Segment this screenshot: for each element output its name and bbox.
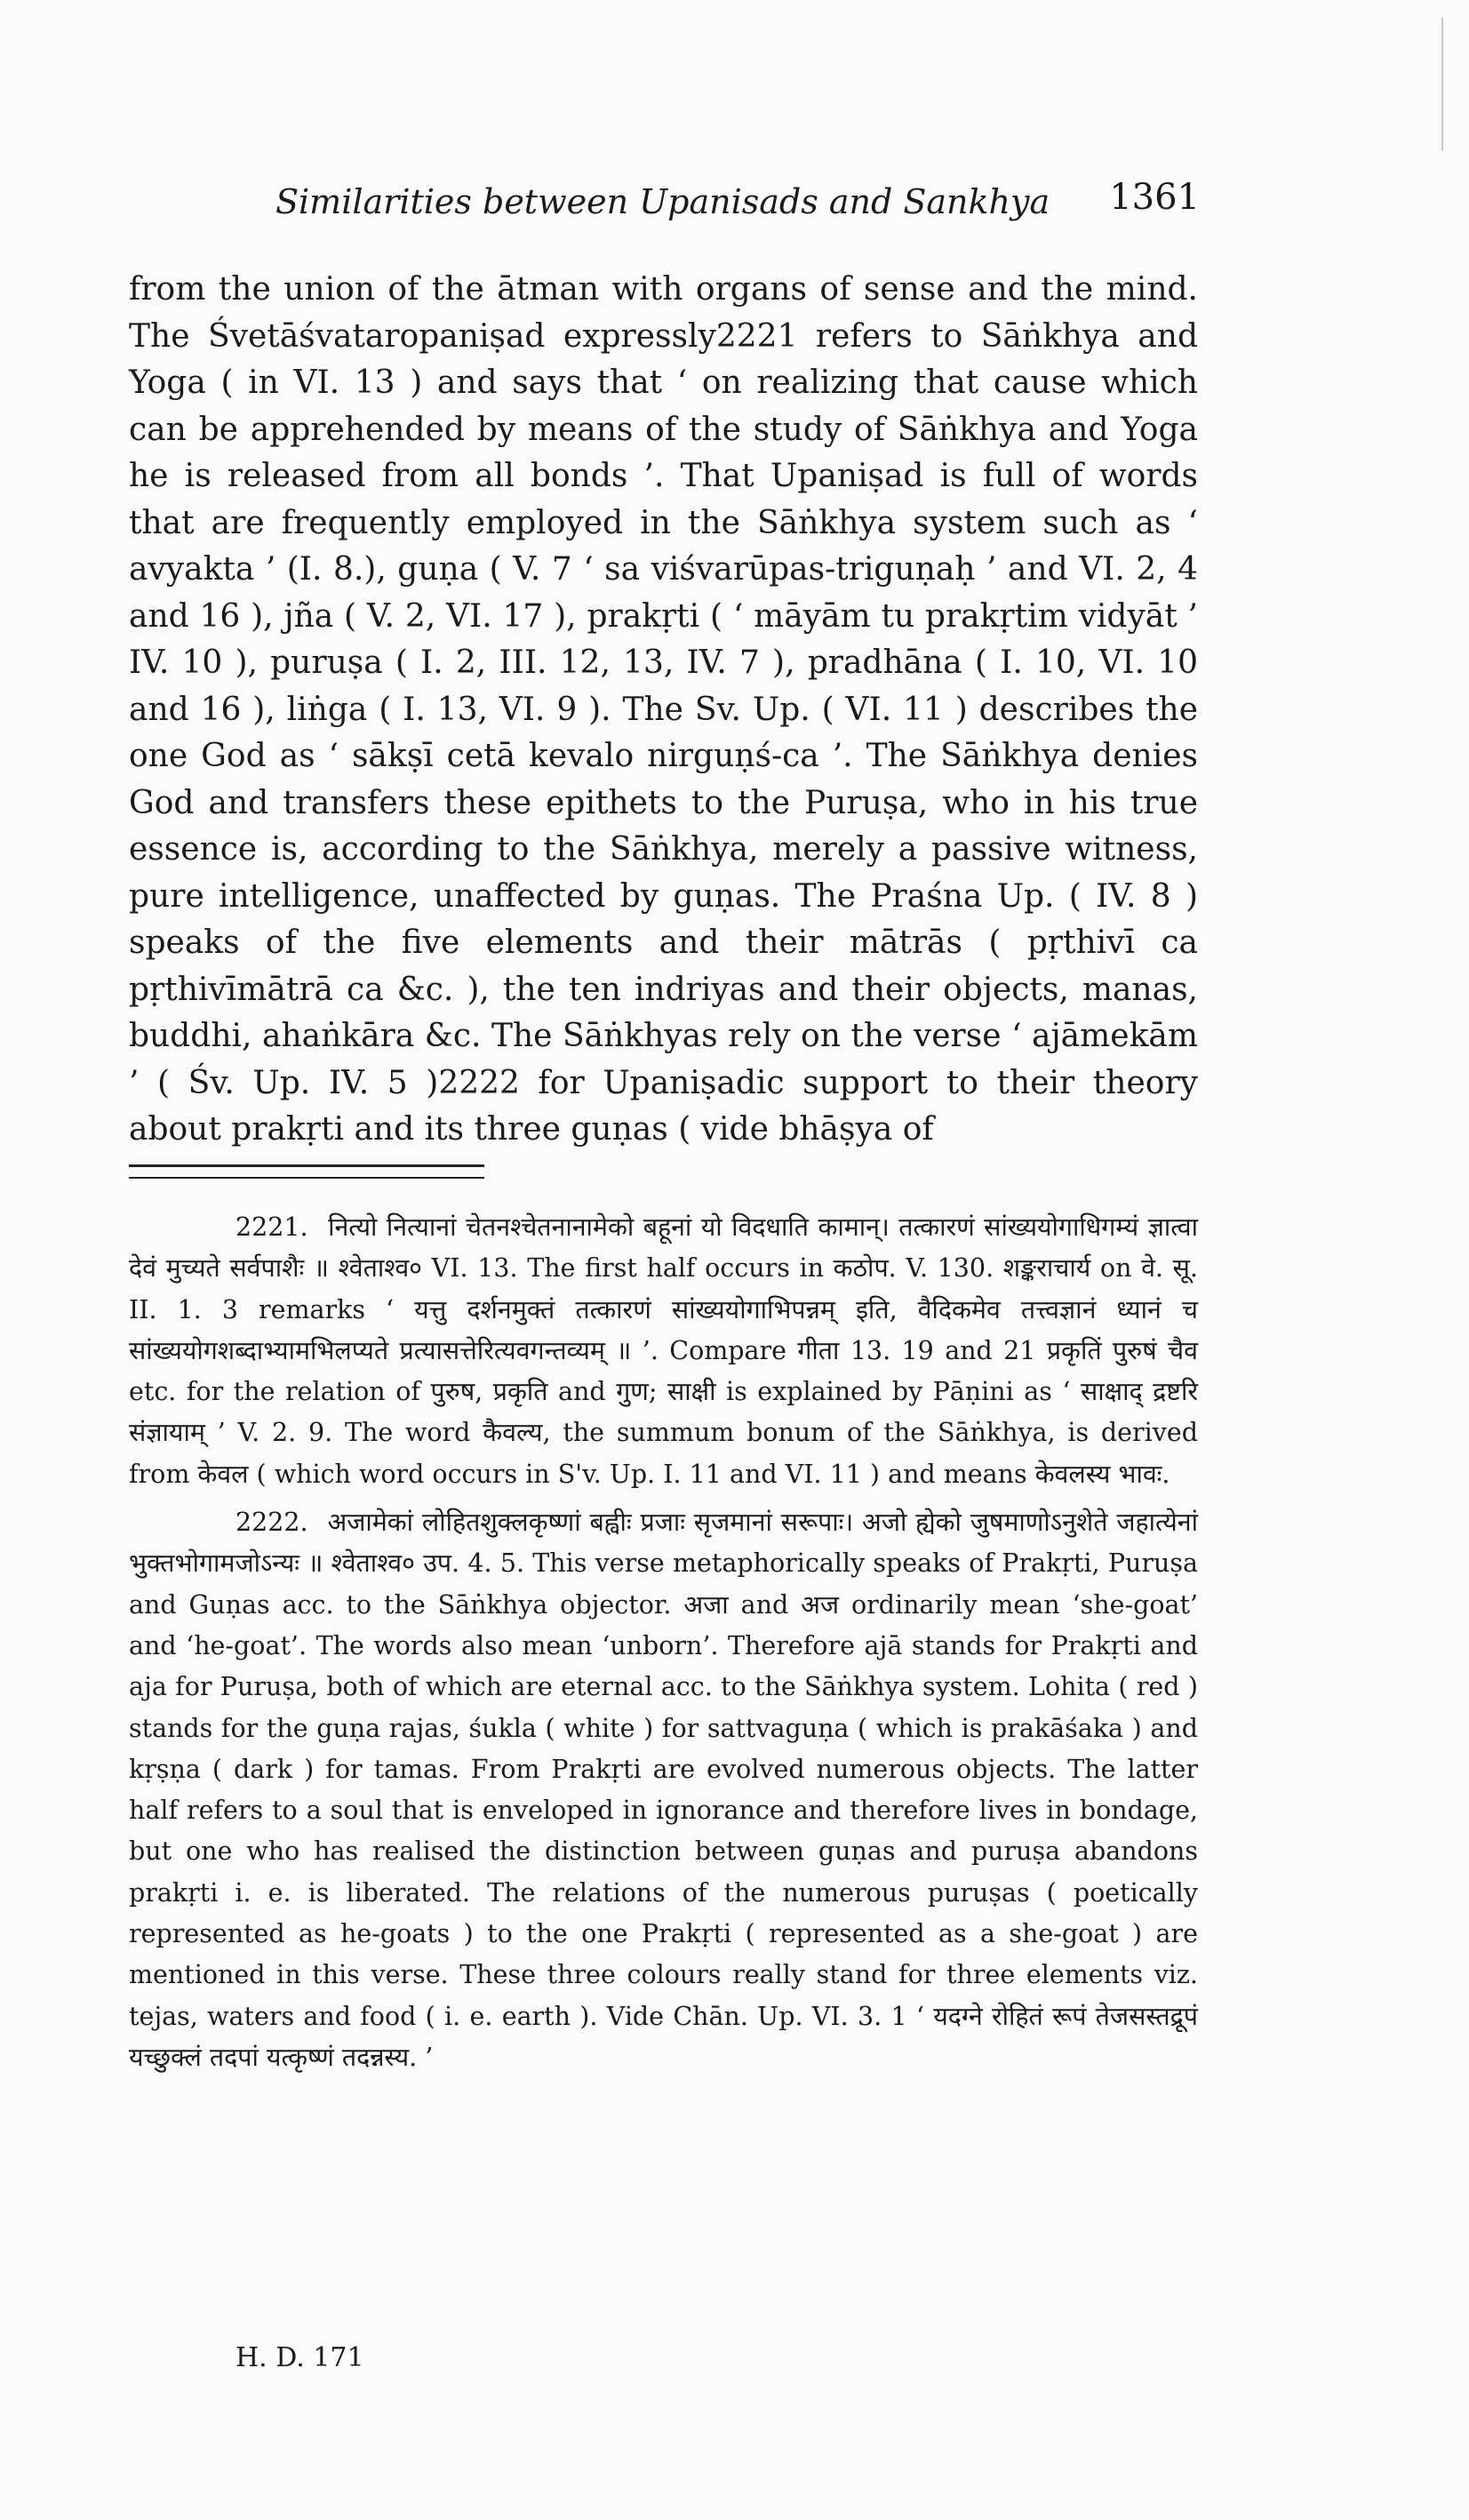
footnote-separator-rule-thin <box>129 1177 484 1179</box>
footnote-2221 <box>129 1207 1198 1495</box>
page-number: 1361 <box>1109 177 1200 218</box>
footnote-text: अजामेकां लोहितशुक्लकृष्णां बह्वीः प्रजाः सृजमानां सरूपाः। अजो ह्येको जुषमाणोऽनुशेते जहात्येनां भुक्तभोगामजोऽन्यः ॥ श्वेताश्व० उप. 4. 5. This verse metaphorically speaks of Prakṛti, Puruṣa and Guṇas acc. to the Sāṅkhya objector. अजा and अज ordinarily mean ‘she-goat’ and ‘he-goat’. The words also mean ‘unborn’. Therefore ajā stands for Prakṛti and aja for Puruṣa, both of which are eternal acc. to the Sāṅkhya system. Lohita ( red ) stands for the guṇa rajas, śukla ( white ) for sattvaguṇa ( which is prakāśaka ) and kṛṣṇa ( dark ) for tamas. From Prakṛti are evolved numerous objects. The latter half refers to a soul that is enveloped in ignorance and therefore lives in bondage, but one who has realised the distinction between guṇas and puruṣa abandons prakṛti i. e. is liberated. The relations of the numerous puruṣas ( poetically represented as he-goats ) to the one Prakṛti ( represented as a she-goat ) are mentioned in this verse. These three colours really stand for three elements viz. tejas, waters and food ( i. e. earth ). Vide Chān. Up. VI. 3. 1 ‘ यदग्ने रोहितं रूपं तेजसस्तद्रूपं यच्छुक्लं तदपां यत्कृष्णं तदन्नस्य. ’ <box>129 1508 1199 2072</box>
main-paragraph: from the union of the ātman with organs of sense and the mind. The Śvetāśvataropaniṣad expressly2221 refers to Sāṅkhya and Yoga ( in VI. 13 ) and says that ‘ on realizing that cause which can be apprehended by means of the study of Sāṅkhya and Yoga he is released from all bonds ’. That Upaniṣad is full of words that are frequently employed in the Sāṅkhya system such as ‘ avyakta ’ (I. 8.), guṇa ( V. 7 ‘ sa viśvarūpas-triguṇaḥ ’ and VI. 2, 4 and 16 ), jña ( V. 2, VI. 17 ), prakṛti ( ‘ māyām tu prakṛtim vidyāt ’ IV. 10 ), puruṣa ( I. 2, III. 12, 13, IV. 7 ), pradhāna ( I. 10, VI. 10 and 16 ), liṅga ( I. 13, VI. 9 ). The Sv. Up. ( VI. 11 ) describes the one God as ‘ sākṣī cetā kevalo nirguṇś-ca ’. The Sāṅkhya denies God and transfers these epithets to the Puruṣa, who in his true essence is, according to the Sāṅkhya, merely a passive witness, pure intelligence, unaffected by guṇas. The Praśna Up. ( IV. 8 ) speaks of the five elements and their mātrās ( pṛthivī ca pṛthivīmātrā ca &c. ), the ten indriyas and their objects, manas, buddhi, ahaṅkāra &c. The Sāṅkhyas rely on the verse ‘ ajāmekām ’ ( Śv. Up. IV. 5 )2222 for Upaniṣadic support to their theory about prakṛti and its three guṇas ( vide bhāṣya of <box>129 271 1198 1148</box>
footnote-number: 2221. <box>236 1212 308 1242</box>
running-head <box>275 177 1200 236</box>
footnotes-block <box>129 1207 1198 2085</box>
footnote-number: 2222. <box>236 1508 308 1538</box>
main-text-block <box>129 267 1198 1154</box>
running-head-title: Similarities between Upanisads and Sankhya <box>275 182 1050 221</box>
printer-signature-mark: H. D. 171 <box>236 2342 364 2373</box>
footnote-2222 <box>129 1502 1198 2078</box>
footnote-separator-rule <box>129 1164 484 1167</box>
footnote-text: नित्यो नित्यानां चेतनश्चेतनानामेको बहूनां यो विदधाति कामान्। तत्कारणं सांख्ययोगाधिगम्यं ज्ञात्वा देवं मुच्यते सर्वपाशैः ॥ श्वेताश्व० VI. 13. The first half occurs in कठोप. V. 130. शङ्कराचार्य on वे. सू. II. 1. 3 remarks ‘ यत्तु दर्शनमुक्तं तत्कारणं सांख्ययोगाभिपन्नम् इति, वैदिकमेव तत्त्वज्ञानं ध्यानं च सांख्ययोगशब्दाभ्यामभिलप्यते प्रत्यासत्तेरित्यवगन्तव्यम् ॥ ’. Compare गीता 13. 19 and 21 प्रकृतिं पुरुषं चैव etc. for the relation of पुरुष, प्रकृति and गुण; साक्षी is explained by Pāṇini as ‘ साक्षाद् द्रष्टरि संज्ञायाम् ’ V. 2. 9. The word कैवल्य, the summum bonum of the Sāṅkhya, is derived from केवल ( which word occurs in S'v. Up. I. 11 and VI. 11 ) and means केवलस्य भावः. <box>129 1212 1198 1489</box>
page-edge-line <box>1441 18 1443 151</box>
